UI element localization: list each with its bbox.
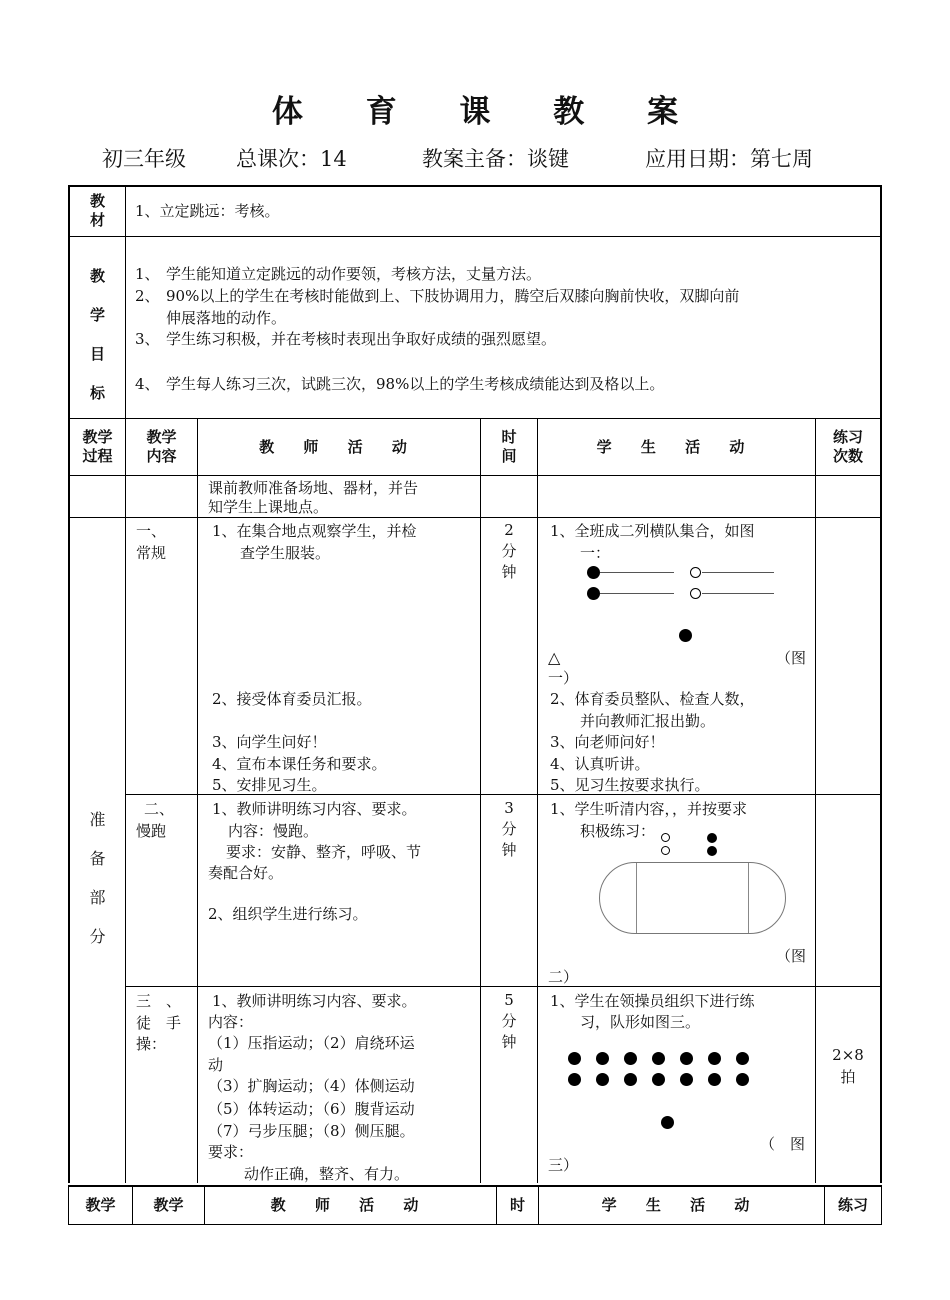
figure-3-caption-cont: 三） (548, 1156, 579, 1174)
pre-class-teacher-line: 课前教师准备场地、器材，并告 (208, 479, 419, 497)
student-circle (661, 846, 670, 855)
objective-text: 学生能知道立定跳远的动作要领，考核方法，丈量方法。 (166, 265, 542, 283)
objective-text: 学生练习积极，并在考核时表现出争取好成绩的强烈愿望。 (166, 330, 557, 348)
student-dot (708, 1052, 721, 1065)
row1-student-c: 3、向老师问好！ (550, 733, 665, 751)
header-teacher-activity: 教 师 活 动 (259, 438, 419, 456)
material-content: 1、立定跳远：考核。 (135, 202, 280, 220)
row2-teacher-d: 奏配合好。 (208, 864, 284, 882)
leader-dot (661, 1116, 674, 1129)
row1-teacher-d: 4、宣布本课任务和要求。 (212, 755, 387, 773)
objective-text: 学生每人练习三次，试跳三次，98%以上的学生考核成绩能达到及格以上。 (166, 375, 665, 393)
row1-time: 2 分 钟 (501, 521, 517, 581)
row3-content-num: 三 、 (136, 992, 182, 1010)
section-label-preparation: 准 备 部 分 (89, 810, 106, 946)
objective-num: 4、 (135, 375, 160, 393)
row1-student-a: 1、全班成二列横队集合，如图 (550, 522, 755, 540)
student-dot (587, 566, 600, 579)
footer-header-student-activity: 学 生 活 动 (601, 1196, 762, 1214)
student-dot (736, 1073, 749, 1086)
row3-content-label-cont: 操： (136, 1035, 167, 1053)
header-content: 教学 内容 (146, 428, 177, 465)
objectives-label: 教 学 目 标 (89, 267, 105, 402)
row1-teacher-e: 5、安排见习生。 (212, 776, 327, 794)
objective-num: 1、 (135, 265, 160, 283)
row1-teacher-c: 3、向学生问好！ (212, 733, 327, 751)
objective-text: 90%以上的学生在考核时能做到上、下肢协调用力，腾空后双膝向胸前快收，双脚向前 (166, 287, 740, 305)
row1-teacher-a: 1、在集合地点观察学生，并检 (212, 522, 417, 540)
header-process: 教学 过程 (82, 428, 113, 465)
row1-content-label: 常规 (136, 544, 167, 562)
row3-teacher-a: 1、教师讲明练习内容、要求。 (212, 992, 417, 1010)
objective-text-cont: 伸展落地的动作。 (166, 309, 287, 327)
student-dot (708, 1073, 721, 1086)
row2-teacher-a: 1、教师讲明练习内容、要求。 (212, 800, 417, 818)
figure-3-caption: （ 图 (760, 1135, 806, 1153)
row3-student-a: 1、学生在领操员组织下进行练 (550, 992, 755, 1010)
row3-time: 5 分 钟 (501, 991, 517, 1051)
running-track-icon (599, 862, 786, 934)
student-circle (661, 833, 670, 842)
date-label: 应用日期：第七周 (645, 147, 813, 171)
figure-2-caption-cont: 二） (548, 968, 579, 986)
student-dot (680, 1073, 693, 1086)
student-dot (652, 1073, 665, 1086)
header-practice-count: 练习 次数 (832, 428, 863, 465)
teacher-triangle-icon: △ (548, 648, 561, 667)
student-dot (736, 1052, 749, 1065)
row1-student-a-cont: 一： (580, 544, 611, 562)
student-dot (707, 846, 717, 856)
row2-student-a: 1、学生听清内容，，并按要求 (550, 800, 748, 818)
row2-teacher-b: 内容：慢跑。 (228, 822, 319, 840)
student-dot (596, 1052, 609, 1065)
row2-content-label: 慢跑 (136, 822, 167, 840)
row3-teacher-i: 动作正确，整齐、有力。 (244, 1165, 410, 1183)
grade-label: 初三年级 (102, 147, 186, 171)
row1-student-e: 5、见习生按要求执行。 (550, 776, 710, 794)
material-label: 教 材 (89, 192, 105, 229)
row3-teacher-f: （5）体转运动；（6）腹背运动 (208, 1100, 415, 1118)
student-dot (587, 587, 600, 600)
row3-teacher-c: （1）压指运动；（2）肩绕环运 (208, 1034, 415, 1052)
row2-teacher-e: 2、组织学生进行练习。 (208, 905, 368, 923)
row1-student-b-cont: 并向教师汇报出勤。 (580, 712, 716, 730)
leader-dot (679, 629, 692, 642)
row1-teacher-b: 2、接受体育委员汇报。 (212, 690, 372, 708)
author-label: 教案主备：谈键 (422, 147, 569, 171)
row2-teacher-c: 要求：安静、整齐，呼吸、节 (226, 843, 422, 861)
row1-content-num: 一、 (136, 522, 167, 540)
row1-student-b: 2、体育委员整队、检查人数， (550, 690, 755, 708)
row3-practice-count: 2×8 拍 (832, 1046, 864, 1086)
student-dot (568, 1073, 581, 1086)
figure-2-caption: （图 (776, 947, 807, 965)
row3-teacher-g: （7）弓步压腿；（8）侧压腿。 (208, 1122, 415, 1140)
student-dot (568, 1052, 581, 1065)
row2-time: 3 分 钟 (501, 799, 517, 859)
row2-student-a-cont: 积极练习： (580, 822, 656, 840)
student-dot (652, 1052, 665, 1065)
lesson-number: 总课次：14 (236, 147, 347, 171)
row3-teacher-b: 内容： (208, 1013, 254, 1031)
figure-1-caption-cont: 一） (548, 669, 579, 687)
student-circle (690, 567, 701, 578)
row3-student-a-cont: 习，队形如图三。 (580, 1013, 701, 1031)
row1-student-d: 4、认真听讲。 (550, 755, 650, 773)
student-dot (624, 1073, 637, 1086)
figure-1-caption: （图 (776, 649, 807, 667)
objective-num: 2、 (135, 287, 160, 305)
objective-num: 3、 (135, 330, 160, 348)
student-dot (707, 833, 717, 843)
student-dot (680, 1052, 693, 1065)
row2-content-num: 二、 (144, 800, 175, 818)
row1-teacher-a-cont: 查学生服装。 (240, 544, 331, 562)
row3-teacher-d: 动 (208, 1056, 224, 1074)
footer-header-teacher-activity: 教 师 活 动 (270, 1196, 431, 1214)
row3-teacher-h: 要求： (208, 1143, 254, 1161)
student-dot (596, 1073, 609, 1086)
footer-header-time: 时 (509, 1196, 525, 1214)
document-title: 体 育 课 教 案 (271, 94, 705, 130)
footer-header-practice-count: 练习 (837, 1196, 868, 1214)
footer-header-content: 教学 (153, 1196, 184, 1214)
student-dot (624, 1052, 637, 1065)
row3-content-label: 徒 手 (136, 1014, 182, 1032)
header-student-activity: 学 生 活 动 (596, 438, 757, 456)
footer-header-process: 教学 (85, 1196, 116, 1214)
student-circle (690, 588, 701, 599)
row3-teacher-e: （3）扩胸运动；（4）体侧运动 (208, 1077, 415, 1095)
header-time: 时 间 (501, 428, 517, 465)
pre-class-teacher-line: 知学生上课地点。 (208, 498, 329, 516)
